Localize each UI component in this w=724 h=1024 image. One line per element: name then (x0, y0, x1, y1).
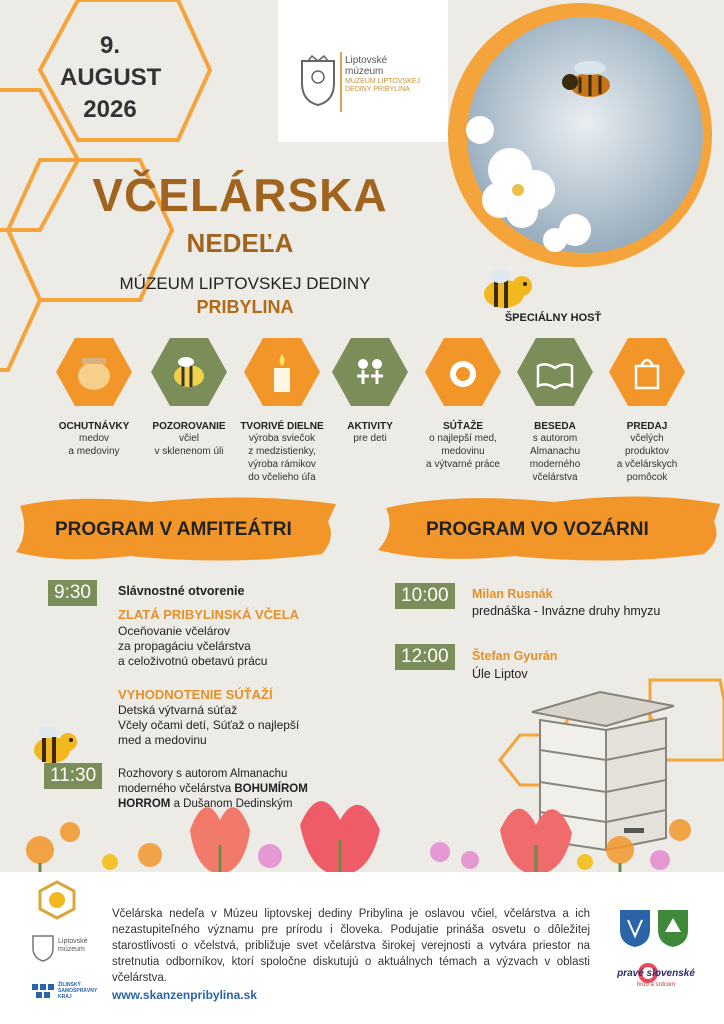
activity-title: AKTIVITY (347, 421, 393, 432)
activity-title: SÚŤAŽE (443, 421, 483, 432)
time-badge-930: 9:30 (48, 580, 97, 606)
event-subtitle: NEDEĽA (186, 228, 294, 258)
event-title: VČELÁRSKA (92, 169, 388, 221)
website-link[interactable]: www.skanzenpribylina.sk (112, 988, 257, 1002)
cartoon-bee-icon-2 (28, 724, 78, 768)
time-badge-1130: 11:30 (44, 763, 102, 789)
activity-desc: výroba sviečok z medzistienky, výroba rámikov do včelieho úľa (248, 433, 316, 483)
interview-post: a Dušanom Dedinským (170, 798, 293, 810)
time-badge-1000: 10:00 (395, 583, 455, 609)
logo-sub2: DEDINY PRIBYLINA (345, 86, 410, 93)
tulip-icon (190, 801, 572, 875)
activity-desc: medov a medoviny (68, 433, 120, 457)
activity-title: BESEDA (534, 421, 576, 432)
pribylina-crest-icon (618, 908, 652, 948)
logo-sub1: MÚZEUM LIPTOVSKEJ (345, 78, 420, 85)
activity-desc: s autorom Almanachu moderného včelárstva (529, 433, 581, 483)
activity-item (233, 336, 331, 484)
activity-item (45, 336, 143, 458)
footer-logo2-line2: SAMOSPRÁVNY (58, 988, 98, 994)
logo-line2: múzeum (345, 66, 384, 77)
footer-region-logo (58, 982, 97, 1000)
event-opening-title: Slávnostné otvorenie (118, 584, 245, 598)
event-month: AUGUST (60, 64, 162, 91)
venue-line1: MÚZEUM LIPTOVSKEJ DEDINY (119, 274, 371, 293)
children-icon (331, 336, 409, 408)
footer-museum-logo (58, 938, 88, 954)
event-year: 2026 (83, 96, 137, 123)
candle-icon (243, 336, 321, 408)
event-rusnak-name: Milan Rusnák (472, 587, 553, 601)
event-results-title: VYHODNOTENIE SÚŤAŽÍ (118, 687, 273, 702)
footer-logo2-line1: ŽILINSKÝ (58, 982, 81, 988)
activity-title: TVORIVÉ DIELNE (240, 421, 324, 432)
museum-coat-icon (31, 932, 55, 962)
special-guest-label: ŠPECIÁLNY HOSŤ (504, 312, 602, 324)
activity-desc: včelých produktov a včelárskych pomôcok (616, 433, 678, 483)
event-results-desc: Detská výtvarná súťaž Včely očami detí, Súťaž o najlepší med a medovinu (118, 703, 300, 747)
activity-item (140, 336, 238, 458)
activity-item (321, 336, 419, 445)
logo-divider (340, 52, 342, 112)
time-badge-1200: 12:00 (395, 644, 455, 670)
event-gyuran-desc: Úle Liptov (472, 667, 528, 681)
event-date (60, 30, 160, 126)
region-crest-icon (656, 908, 690, 948)
museum-logo-sub (345, 78, 420, 94)
activity-title: PREDAJ (626, 421, 668, 432)
festival-badge-icon (38, 880, 76, 920)
activity-item (414, 336, 512, 471)
footer-description: Včelárska nedeľa v Múzeu liptovskej dediny Pribylina je oslavou včiel, včelárstva a ich nezastupiteľného významu pre prírodu i človeka. Podujatie prináša osvetu o dôležitej starostlivosti o včelstvá, približuje svet včelárstva širokej verejnosti a vytvára priestor na stretnutia odborníkov, ktorí spoločne diskutujú o aktuálnych témach a výzvach v oblasti včelárstva. (112, 908, 590, 984)
interview-pre: Rozhovory s autorom Almanachu moderného včelárstva (118, 768, 288, 795)
flowers-decoration (0, 770, 724, 875)
footer-logo1-line1: Liptovské (58, 938, 88, 945)
cartoon-bee-icon (478, 266, 534, 312)
activity-desc: pre deti (353, 433, 387, 444)
interview-guest: BOHUMÍROM HORROM (118, 783, 308, 810)
event-day: 9. (99, 32, 120, 59)
bee-blossom-photo (440, 0, 724, 300)
brand-sub: hrdo a srdcom (636, 982, 676, 988)
program-left-heading: PROGRAM V AMFITEÁTRI (55, 519, 292, 540)
contest-icon (424, 336, 502, 408)
footer-logo1-line2: múzeum (58, 946, 85, 953)
logo-line1: Liptovské (345, 55, 388, 66)
venue-line2: PRIBYLINA (196, 297, 294, 317)
coat-of-arms-icon (298, 55, 338, 107)
activity-item (598, 336, 696, 484)
book-icon (516, 336, 594, 408)
event-golden-bee-title: ZLATÁ PRIBYLINSKÁ VČELA (118, 607, 300, 622)
activity-title: POZOROVANIE (152, 421, 226, 432)
honey-jar-icon (55, 336, 133, 408)
event-gyuran-name: Štefan Gyurán (472, 649, 558, 663)
activity-item (506, 336, 604, 484)
brand-label: pravé slovenské (617, 968, 695, 979)
program-right-heading: PROGRAM VO VOZÁRNI (426, 519, 649, 540)
bee-icon (150, 336, 228, 408)
activity-title: OCHUTNÁVKY (58, 421, 130, 432)
shopping-bag-icon (608, 336, 686, 408)
region-logo-icon (30, 978, 56, 1002)
activity-desc: o najlepší med, medovinu a výtvarné práce (426, 433, 500, 470)
footer-logo2-line3: KRAJ (58, 994, 72, 1000)
event-golden-bee-desc: Oceňovanie včelárov za propagáciu včelárstva a celoživotnú obetavú prácu (118, 624, 268, 668)
activity-desc: včiel v sklenenom úli (154, 433, 224, 457)
museum-logo-name (345, 55, 387, 77)
event-rusnak-desc: prednáška - Invázne druhy hmyzu (472, 604, 661, 618)
